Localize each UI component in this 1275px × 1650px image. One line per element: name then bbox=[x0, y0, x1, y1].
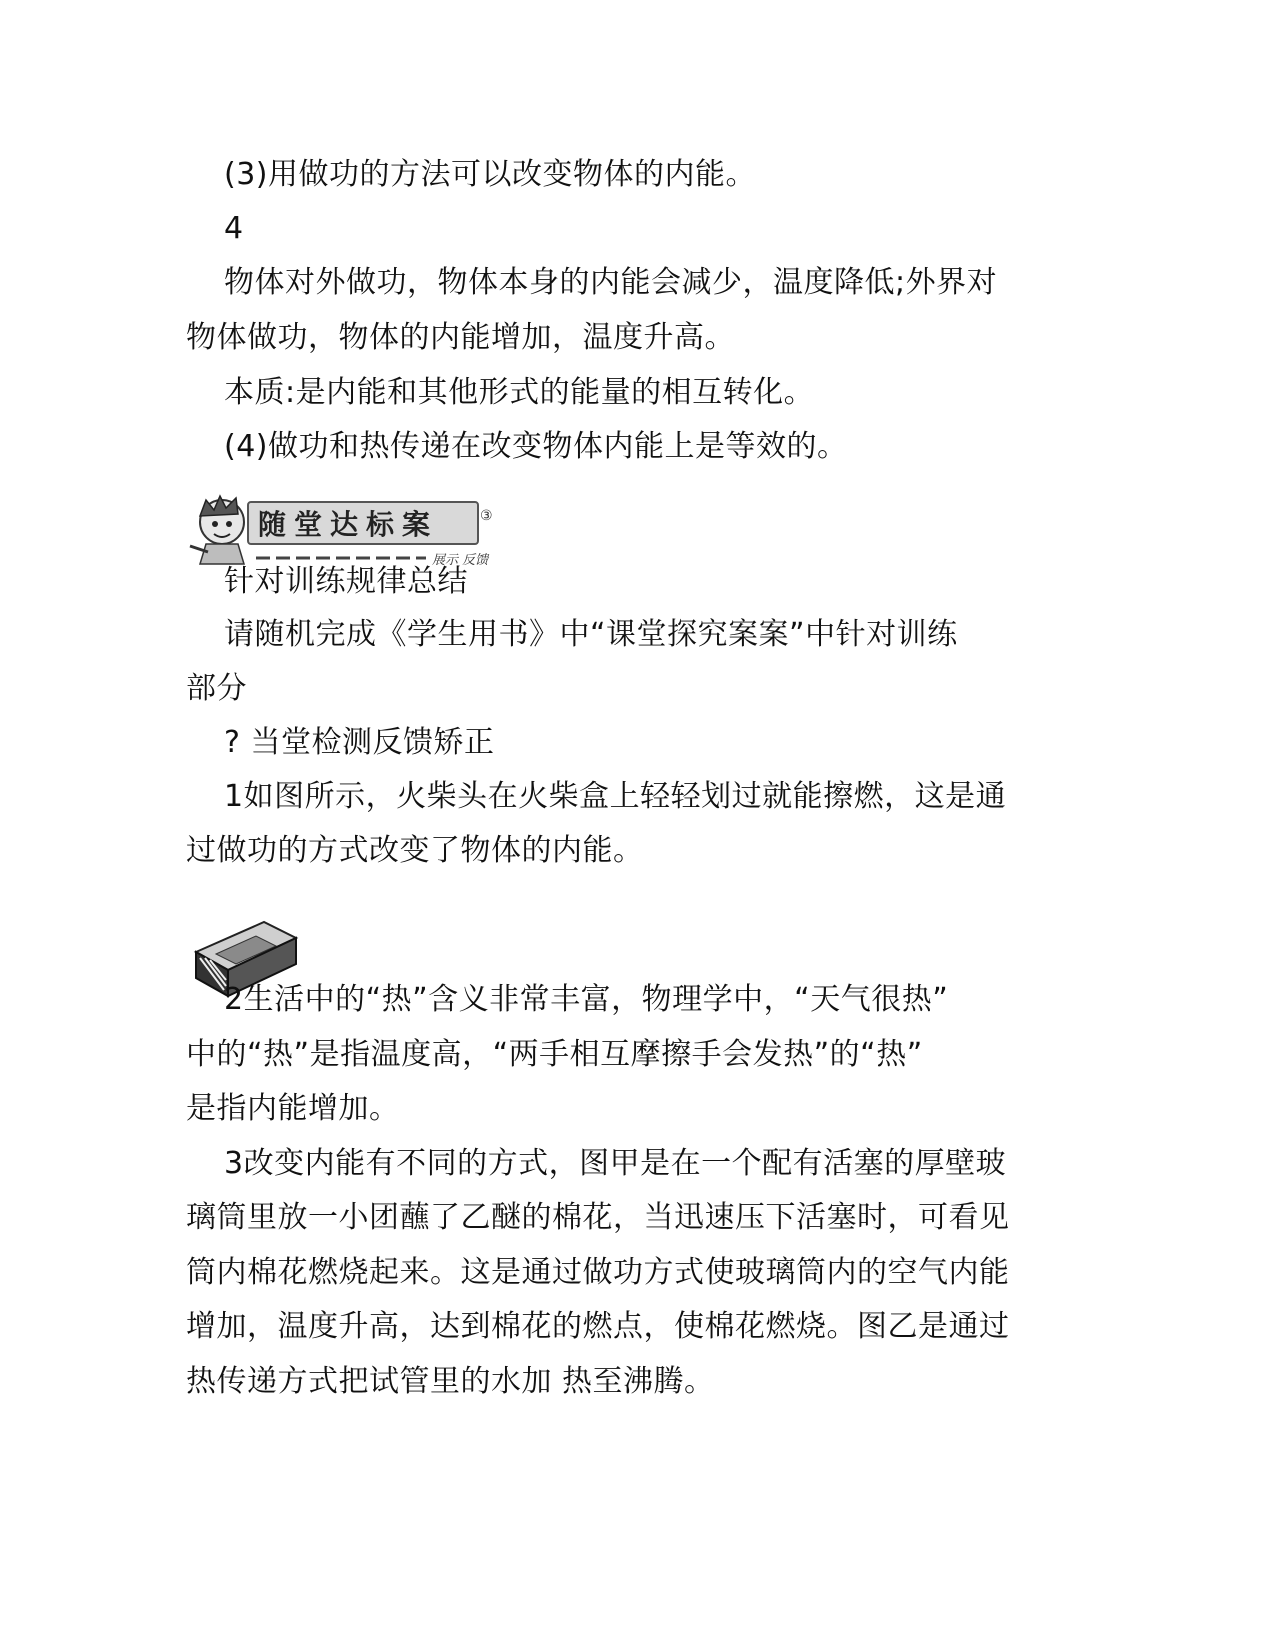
banner-subtitle: 展示 反馈 bbox=[432, 553, 489, 568]
paragraph-feedback-heading: ? 当堂检测反馈矫正 bbox=[224, 725, 495, 760]
paragraph-work-line-2: 物体做功，物体的内能增加，温度升高。 bbox=[186, 320, 735, 355]
question-1-line-2: 过做功的方式改变了物体的内能。 bbox=[186, 833, 644, 868]
question-3-line-5: 热传递方式把试管里的水加 热至沸腾。 bbox=[186, 1364, 715, 1399]
paragraph-essence: 本质:是内能和其他形式的能量的相互转化。 bbox=[224, 375, 815, 410]
paragraph-training-summary: 针对训练规律总结 bbox=[224, 564, 468, 599]
question-3-line-2: 璃筒里放一小团蘸了乙醚的棉花，当迅速压下活塞时，可看见 bbox=[186, 1200, 1010, 1235]
question-3-line-3: 筒内棉花燃烧起来。这是通过做功方式使玻璃筒内的空气内能 bbox=[186, 1255, 1010, 1290]
paragraph-instruction-line-1: 请随机完成《学生用书》中“课堂探究案案”中针对训练 bbox=[224, 617, 958, 652]
paragraph-number: 4 bbox=[224, 211, 244, 246]
question-3-line-1: 3改变内能有不同的方式，图甲是在一个配有活塞的厚壁玻 bbox=[224, 1146, 1007, 1181]
question-2-line-2: 中的“热”是指温度高，“两手相互摩擦手会发热”的“热” bbox=[186, 1037, 923, 1072]
question-2-line-1: 2生活中的“热”含义非常丰富，物理学中，“天气很热” bbox=[224, 982, 949, 1017]
paragraph-method-work: (3)用做功的方法可以改变物体的内能。 bbox=[224, 157, 756, 192]
paragraph-instruction-line-2: 部分 bbox=[186, 671, 247, 706]
banner-number: ③ bbox=[480, 508, 493, 524]
question-1-line-1: 1如图所示，火柴头在火柴盒上轻轻划过就能擦燃，这是通 bbox=[224, 779, 1007, 814]
paragraph-work-line-1: 物体对外做功，物体本身的内能会减少，温度降低;外界对 bbox=[224, 265, 998, 300]
question-3-line-4: 增加，温度升高，达到棉花的燃点，使棉花燃烧。图乙是通过 bbox=[186, 1309, 1010, 1344]
question-2-line-3: 是指内能增加。 bbox=[186, 1091, 400, 1126]
paragraph-equivalent: (4)做功和热传递在改变物体内能上是等效的。 bbox=[224, 429, 848, 464]
banner-title: 随堂达标案 bbox=[258, 508, 439, 541]
